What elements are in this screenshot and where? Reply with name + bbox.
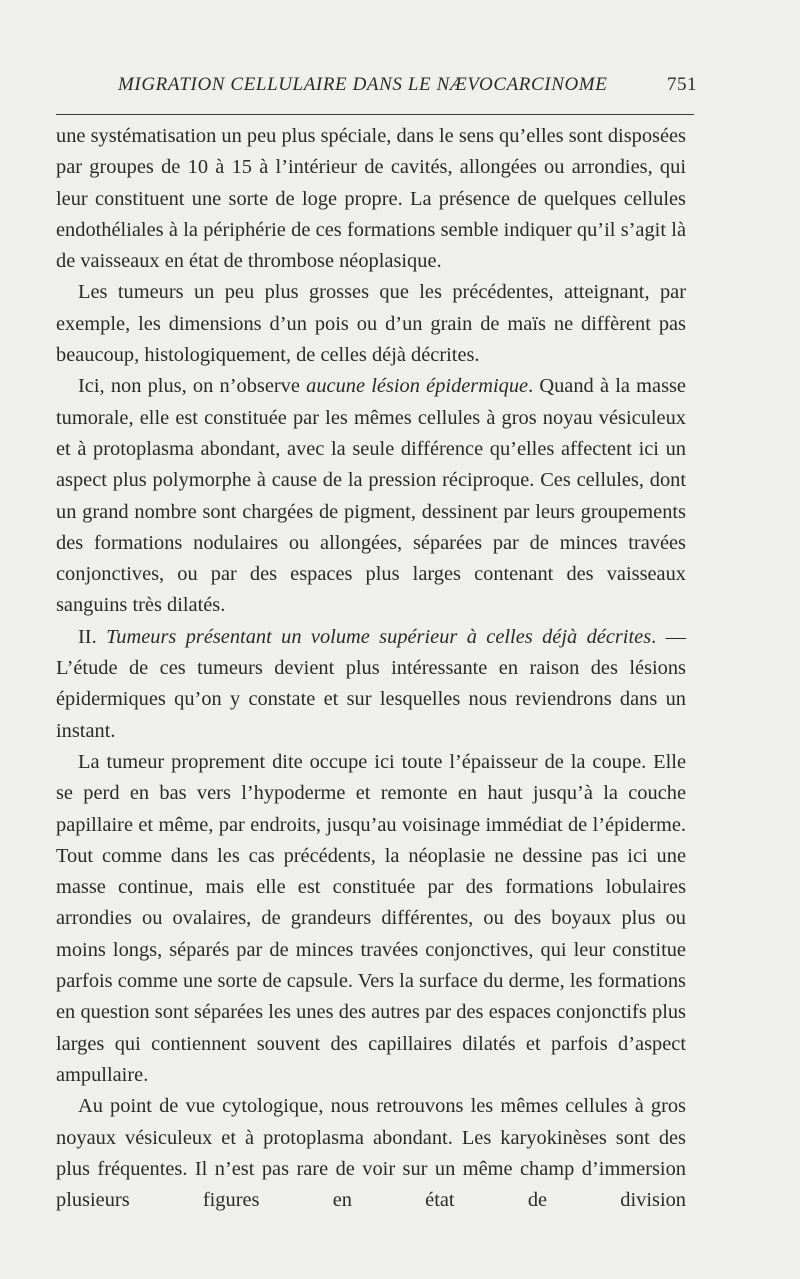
section-number: II. — [78, 625, 107, 648]
paragraph-4-text: . — L’étude de ces tumeurs devient plus intéressante en raison des lésions épidermiques qu’on y constate et sur lesquelles nous reviendrons dans un instant. — [56, 625, 686, 742]
paragraph-1: une systématisation un peu plus spéciale, dans le sens qu’elles sont disposées par groupes de 10 à 15 à l’intérieur de cavités, allongées ou arrondies, qui leur constituent une sorte de loge propre. La présence de quelques cellules endothéliales à la périphérie de ces formations semble indiquer qu’il s’agit là de vaisseaux en état de thrombose néoplasique. — [56, 125, 686, 273]
section-heading: Tumeurs présentant un volume supérieur à celles déjà décrites — [106, 625, 652, 648]
paragraph-2: Les tumeurs un peu plus grosses que les précédentes, atteignant, par exemple, les dimensions d’un pois ou d’un grain de maïs ne diffèrent pas beaucoup, histologiquement, de celles déjà décrites. — [56, 281, 686, 367]
paragraph-6: Au point de vue cytologique, nous retrouvons les mêmes cellules à gros noyaux vésiculeux et à protoplasma abondant. Les karyokinèses sont des plus fréquentes. Il n’est pas rare de voir sur un même champ d’immersion plusieurs figures en état de division — [56, 1095, 686, 1212]
running-header — [56, 74, 697, 104]
paragraph-3-text-end: . Quand à la masse tumorale, elle est constituée par les mêmes cellules à gros noyau vésiculeux et à protoplasma abondant, avec la seule différence qu’elles affectent ici un aspect plus polymorphe à cause de la pression réciproque. Ces cellules, dont un grand nombre sont chargées de pigment, dessinent par leurs groupements des formations nodulaires ou allongées, séparées par de minces travées conjonctives, ou par des espaces plus larges contenant des vaisseaux sanguins très dilatés. — [56, 375, 686, 617]
paragraph-3 — [56, 371, 686, 621]
paragraph-5: La tumeur proprement dite occupe ici toute l’épaisseur de la coupe. Elle se perd en bas vers l’hypoderme et remonte en haut jusqu’à la couche papillaire et même, par endroits, jusqu’au voisinage immédiat de l’épiderme. Tout comme dans les cas précédents, la néoplasie ne dessine pas ici une masse continue, mais elle est constituée par des formations lobulaires arrondies ou ovalaires, de grandeurs différentes, ou des boyaux plus ou moins longs, séparés par de minces travées conjonctives, qui leur constitue parfois comme une sorte de capsule. Vers la surface du derme, les formations en question sont séparées les unes des autres par des espaces conjonctifs plus larges qui contiennent souvent des capillaires dilatés et parfois d’aspect ampullaire. — [56, 750, 686, 1086]
page-number: 751 — [667, 74, 697, 95]
header-rule — [56, 114, 694, 115]
running-title: MIGRATION CELLULAIRE DANS LE NÆVOCARCINOME — [118, 74, 608, 95]
body-text — [56, 121, 686, 1216]
paragraph-4 — [56, 622, 686, 747]
paragraph-3-emphasis: aucune lésion épidermique — [306, 375, 529, 398]
paragraph-3-text-start: Ici, non plus, on n’observe — [78, 375, 307, 398]
